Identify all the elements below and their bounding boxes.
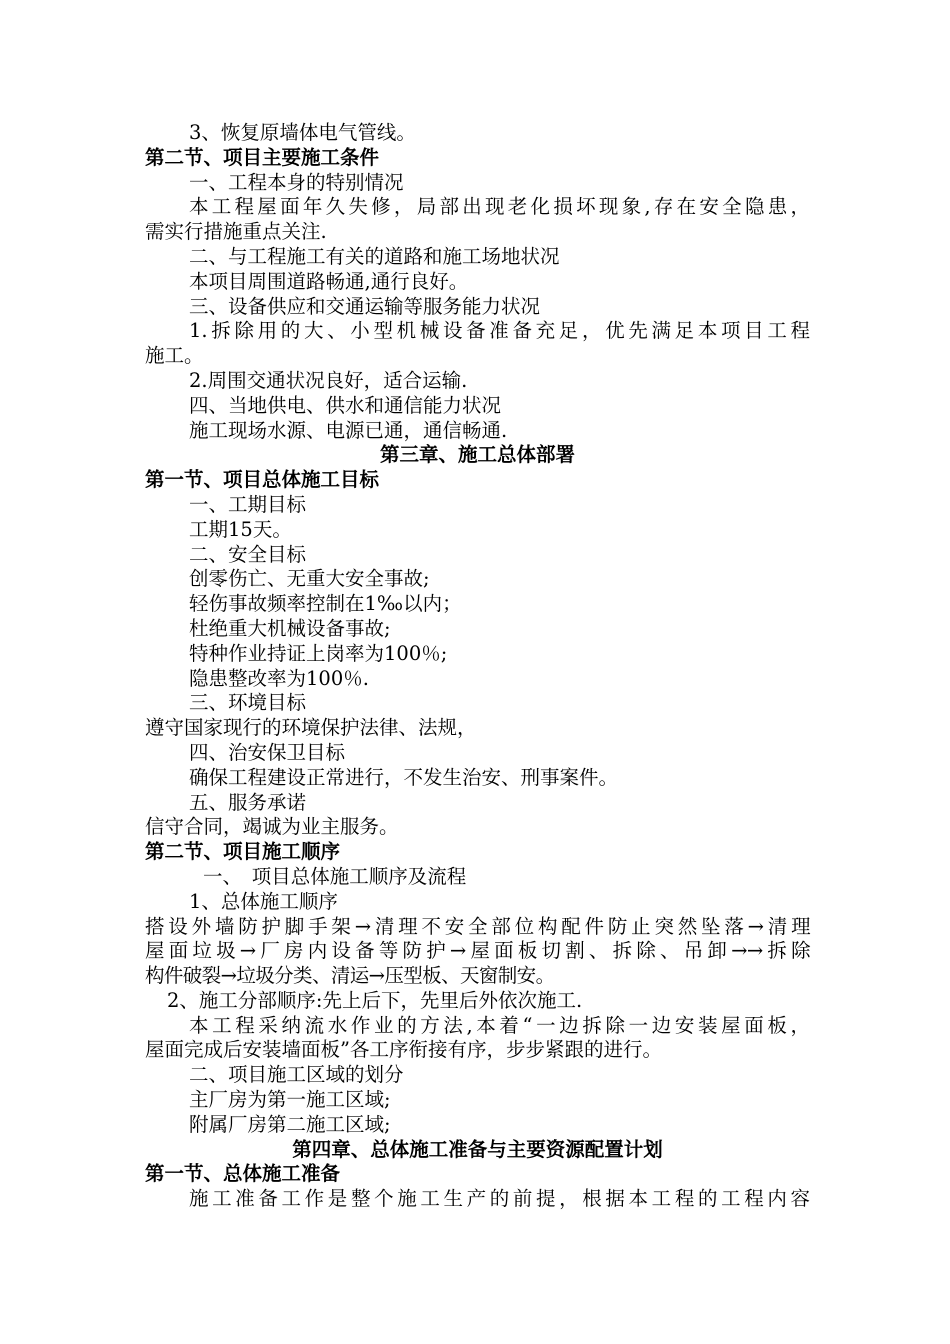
paragraph-line: 主厂房为第一施工区域; bbox=[189, 1088, 391, 1112]
paragraph-line: 搭设外墙防护脚手架→清理不安全部位构配件防止突然坠落→清理 bbox=[145, 914, 810, 938]
paragraph-line: 五、服务承诺 bbox=[189, 790, 307, 814]
paragraph-line: 杜绝重大机械设备事故; bbox=[189, 616, 391, 640]
paragraph-line: 一、工期目标 bbox=[189, 492, 307, 516]
section-heading: 第三章、施工总体部署 bbox=[379, 443, 575, 467]
paragraph-line: 轻伤事故频率控制在1‰以内； bbox=[189, 592, 462, 616]
document-body bbox=[145, 121, 810, 1212]
paragraph-line: 一、工程本身的特别情况 bbox=[189, 170, 404, 194]
paragraph-line: 本项目周围道路畅通,通行良好。 bbox=[189, 269, 469, 293]
paragraph-line: 构件破裂→垃圾分类、清运→压型板、天窗制安。 bbox=[145, 964, 555, 988]
paragraph-line: 2、施工分部顺序:先上后下，先里后外依次施工. bbox=[167, 988, 583, 1012]
section-heading: 第四章、总体施工准备与主要资源配置计划 bbox=[292, 1137, 663, 1161]
paragraph-line: 屋面完成后安装墙面板”各工序衔接有序，步步紧跟的进行。 bbox=[145, 1038, 662, 1062]
section-heading: 第二节、项目主要施工条件 bbox=[145, 145, 380, 169]
paragraph-line: 特种作业持证上岗率为100％; bbox=[189, 641, 448, 665]
paragraph-line: 2.周围交通状况良好，适合运输. bbox=[189, 368, 468, 392]
paragraph-line: 创零伤亡、无重大安全事故; bbox=[189, 567, 430, 591]
paragraph-line: 一、 项目总体施工顺序及流程 bbox=[203, 864, 467, 888]
section-heading: 第一节、项目总体施工目标 bbox=[145, 468, 380, 492]
paragraph-line: 四、当地供电、供水和通信能力状况 bbox=[189, 393, 502, 417]
paragraph-line: 需实行措施重点关注. bbox=[145, 220, 327, 244]
paragraph-line: 四、治安保卫目标 bbox=[189, 740, 346, 764]
paragraph-line: 二、项目施工区域的划分 bbox=[189, 1063, 404, 1087]
paragraph-line: 三、设备供应和交通运输等服务能力状况 bbox=[189, 294, 541, 318]
paragraph-line: 1、总体施工顺序 bbox=[189, 889, 338, 913]
paragraph-line: 施工准备工作是整个施工生产的前提，根据本工程的工程内容 bbox=[189, 1187, 810, 1211]
paragraph-line: 本工程采纳流水作业的方法,本着“一边拆除一边安装屋面板， bbox=[189, 1013, 810, 1037]
paragraph-line: 3、恢复原墙体电气管线。 bbox=[189, 121, 416, 144]
paragraph-line: 二、与工程施工有关的道路和施工场地状况 bbox=[189, 244, 560, 268]
paragraph-line: 1.拆除用的大、小型机械设备准备充足，优先满足本项目工程 bbox=[189, 319, 810, 343]
paragraph-line: 遵守国家现行的环境保护法律、法规， bbox=[145, 716, 477, 740]
paragraph-line: 施工现场水源、电源已通，通信畅通. bbox=[189, 418, 508, 442]
paragraph-line: 工期15天。 bbox=[189, 517, 292, 541]
paragraph-line: 附属厂房第二施工区域; bbox=[189, 1112, 391, 1136]
paragraph-line: 确保工程建设正常进行，不发生治安、刑事案件。 bbox=[189, 765, 619, 789]
paragraph-line: 信守合同，竭诚为业主服务。 bbox=[145, 815, 399, 839]
paragraph-line: 屋面垃圾→厂房内设备等防护→屋面板切割、拆除、吊卸→→拆除 bbox=[145, 939, 810, 963]
paragraph-line: 本工程屋面年久失修，局部出现老化损坏现象,存在安全隐患， bbox=[189, 195, 810, 219]
section-heading: 第一节、总体施工准备 bbox=[145, 1162, 341, 1186]
paragraph-line: 施工。 bbox=[145, 344, 204, 368]
paragraph-line: 隐患整改率为100％. bbox=[189, 666, 369, 690]
section-heading: 第二节、项目施工顺序 bbox=[145, 840, 341, 864]
paragraph-line: 二、安全目标 bbox=[189, 542, 307, 566]
paragraph-line: 三、环境目标 bbox=[189, 691, 307, 715]
